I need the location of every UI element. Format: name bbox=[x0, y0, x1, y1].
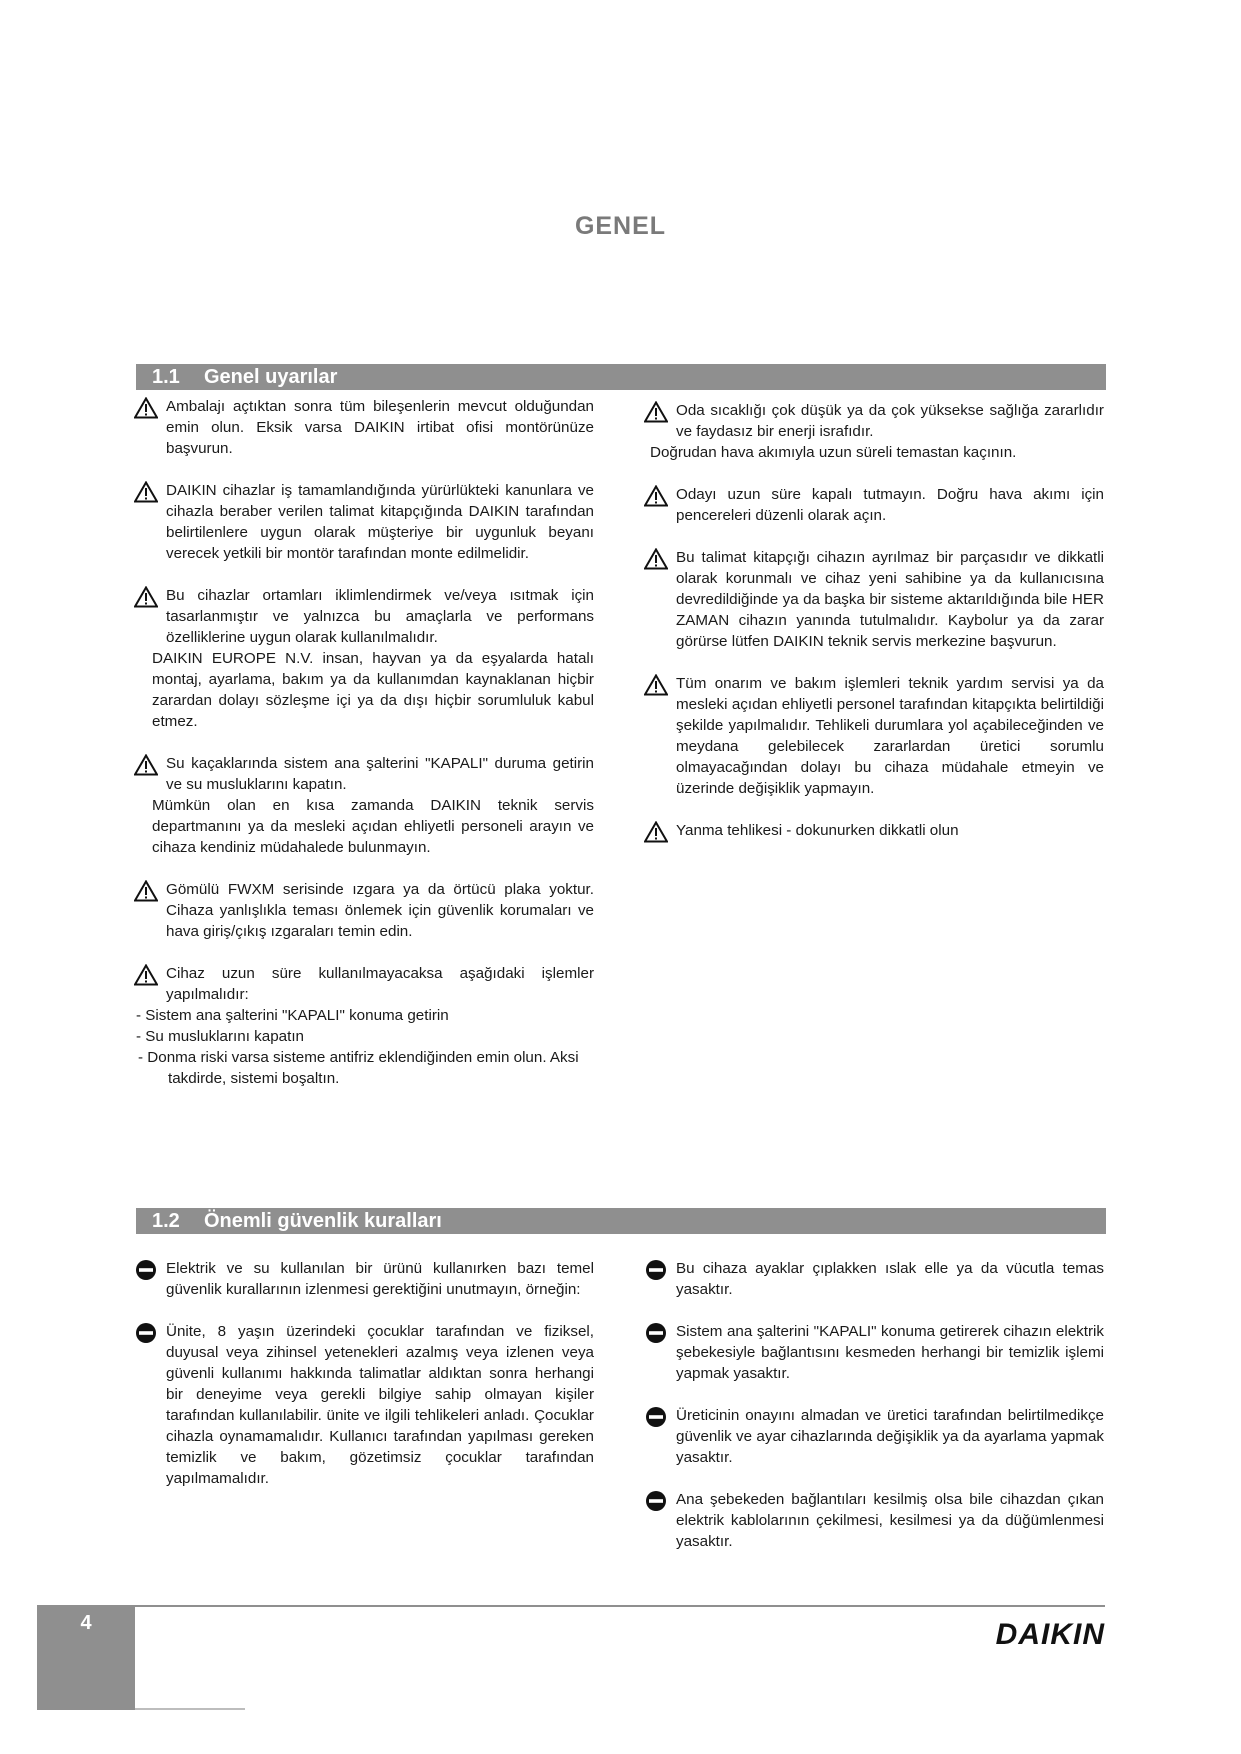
warning-triangle-icon bbox=[644, 821, 668, 843]
warning-text: Cihaz uzun süre kullanılmayacaksa aşağıdaki işlemler yapılmalıdır: bbox=[166, 965, 594, 1003]
section-title: Önemli güvenlik kuralları bbox=[204, 1210, 442, 1232]
warning-text: Yanma tehlikesi - dokunurken dikkatli olun bbox=[676, 822, 959, 839]
warning-item bbox=[134, 753, 594, 858]
prohibition-text: Bu cihaza ayaklar çıplakken ıslak elle ya da vücutla temas yasaktır. bbox=[676, 1260, 1104, 1298]
warning-triangle-icon bbox=[134, 481, 158, 503]
bullet-item: - Sistem ana şalterini "KAPALI" konuma getirin bbox=[136, 1007, 449, 1024]
section-header-general-warnings bbox=[136, 364, 1106, 390]
section-number: 1.1 bbox=[152, 366, 180, 388]
safety-right-column bbox=[644, 1258, 1104, 1573]
warning-triangle-icon bbox=[644, 674, 668, 696]
no-entry-icon bbox=[644, 1259, 668, 1281]
warning-item bbox=[644, 547, 1104, 652]
warning-item bbox=[134, 396, 594, 459]
prohibition-text: Elektrik ve su kullanılan bir ürünü kullanırken bazı temel güvenlik kurallarının izlenmesi gerektiğini unutmayın, örneğin: bbox=[166, 1260, 594, 1298]
prohibition-item bbox=[134, 1321, 594, 1489]
warning-triangle-icon bbox=[644, 485, 668, 507]
section-number: 1.2 bbox=[152, 1210, 180, 1232]
prohibition-item bbox=[644, 1258, 1104, 1300]
section-title: Genel uyarılar bbox=[204, 366, 338, 388]
warning-text: Bu cihazlar ortamları iklimlendirmek ve/veya ısıtmak için tasarlanmıştır ve yalnızca bu amaçlarla ve performans özelliklerine uygun olarak kullanılmalıdır. bbox=[166, 587, 594, 646]
warning-text: Su kaçaklarında sistem ana şalterini "KAPALI" duruma getirin ve su musluklarını kapatın. bbox=[166, 755, 594, 793]
prohibition-text: Ana şebekeden bağlantıları kesilmiş olsa bile cihazdan çıkan elektrik kablolarının çekilmesi, kesilmesi ya da düğümlenmesi yasaktır. bbox=[676, 1491, 1104, 1550]
footer-divider bbox=[37, 1605, 1105, 1607]
warning-item bbox=[134, 585, 594, 732]
warning-item bbox=[134, 480, 594, 564]
prohibition-item bbox=[134, 1258, 594, 1300]
warning-triangle-icon bbox=[134, 880, 158, 902]
warning-triangle-icon bbox=[134, 754, 158, 776]
section-header-safety-rules bbox=[136, 1208, 1106, 1234]
warnings-left-column bbox=[134, 396, 594, 1110]
warning-text: DAIKIN cihazlar iş tamamlandığında yürürlükteki kanunlara ve cihazla beraber verilen talimat kitapçığında DAIKIN tarafından belirtilenlere uygun olarak müşteriye bir uygunluk beyanı verecek yetkili bir montör tarafından monte edilmelidir. bbox=[166, 482, 594, 562]
no-entry-icon bbox=[134, 1322, 158, 1344]
warning-item bbox=[134, 879, 594, 942]
warning-subtext: Mümkün olan en kısa zamanda DAIKIN teknik servis departmanını ya da mesleki açıdan ehliyetli personeli arayın ve cihaza kendiniz müdahalede bulunmayın. bbox=[152, 797, 594, 856]
warning-text: Bu talimat kitapçığı cihazın ayrılmaz bir parçasıdır ve dikkatli olarak korunmalı ve cihaz yeni sahibine ya da kullanıcısına devredildiğinde ya da başka bir sisteme aktarıldığında bile HER ZAMAN cihazın yanında tutulmalıdır. Kaybolur ya da zarar görürse lütfen DAIKIN teknik servis merkezine başvurun. bbox=[676, 549, 1104, 650]
no-entry-icon bbox=[644, 1490, 668, 1512]
warning-item bbox=[644, 400, 1104, 463]
no-entry-icon bbox=[644, 1322, 668, 1344]
warning-item bbox=[134, 963, 594, 1089]
prohibition-text: Üreticinin onayını almadan ve üretici tarafından belirtilmedikçe güvenlik ve ayar cihazlarında değişiklik ya da ayarlama yapmak yasaktır. bbox=[676, 1407, 1104, 1466]
warning-triangle-icon bbox=[134, 964, 158, 986]
no-entry-icon bbox=[644, 1406, 668, 1428]
warning-item bbox=[644, 673, 1104, 799]
warning-item bbox=[644, 484, 1104, 526]
warning-triangle-icon bbox=[134, 586, 158, 608]
warning-text: Ambalajı açtıktan sonra tüm bileşenlerin mevcut olduğundan emin olun. Eksik varsa DAIKIN irtibat ofisi montörünüze başvurun. bbox=[166, 398, 594, 457]
safety-left-column bbox=[134, 1258, 594, 1510]
warning-text: Odayı uzun süre kapalı tutmayın. Doğru hava akımı için pencereleri düzenli olarak açın. bbox=[676, 486, 1104, 524]
page-number: 4 bbox=[80, 1612, 92, 1634]
prohibition-item bbox=[644, 1321, 1104, 1384]
bullet-item: - Donma riski varsa sisteme antifriz eklendiğinden emin olun. Aksi takdirde, sistemi boşaltın. bbox=[138, 1049, 579, 1087]
prohibition-text: Sistem ana şalterini "KAPALI" konuma getirerek cihazın elektrik şebekesiyle bağlantısını kesmeden herhangi bir temizlik işlemi yapmak yasaktır. bbox=[676, 1323, 1104, 1382]
footer-divider-bottom bbox=[135, 1708, 245, 1710]
prohibition-item bbox=[644, 1405, 1104, 1468]
warning-item bbox=[644, 820, 1104, 841]
bullet-item: - Su musluklarını kapatın bbox=[136, 1028, 304, 1045]
warning-triangle-icon bbox=[134, 397, 158, 419]
warning-text: Tüm onarım ve bakım işlemleri teknik yardım servisi ya da mesleki açıdan ehliyetli personel tarafından kitapçıkta belirtildiği şekilde yapılmalıdır. Tehlikeli durumlara yol açabileceğinden ve meydana gelebilecek zararlardan üretici sorumlu olmayacağından dolayı bu cihaza müdahale etmeyin ve üzerinde değişiklik yapmayın. bbox=[676, 675, 1104, 797]
warning-subtext: Doğrudan hava akımıyla uzun süreli temastan kaçının. bbox=[650, 444, 1017, 461]
warnings-right-column bbox=[644, 400, 1104, 862]
prohibition-text: Ünite, 8 yaşın üzerindeki çocuklar tarafından ve fiziksel, duyusal veya zihinsel yetenekleri azalmış veya izlenen veya güvenli kullanımı hakkında talimatlar aldıktan sonra herhangi bir deneyime veya gerekli bilgiye sahip olmayan kişiler tarafından kullanılabilir. ünite ve ilgili tehlikeleri anladı. Çocuklar cihazla oynamamalıdır. Kullanıcı tarafından yapılması gereken temizlik ve bakım, gözetimsiz çocuklar tarafından yapılmamalıdır. bbox=[166, 1323, 594, 1487]
prohibition-item bbox=[644, 1489, 1104, 1552]
warning-text: Oda sıcaklığı çok düşük ya da çok yüksekse sağlığa zararlıdır ve faydasız bir enerji israfıdır. bbox=[676, 402, 1104, 440]
warning-triangle-icon bbox=[644, 401, 668, 423]
daikin-logo: DAIKIN bbox=[995, 1618, 1105, 1651]
warning-triangle-icon bbox=[644, 548, 668, 570]
warning-text: Gömülü FWXM serisinde ızgara ya da örtücü plaka yoktur. Cihaza yanlışlıkla teması önlemek için güvenlik korumaları ve hava giriş/çıkış ızgaraları temin edin. bbox=[166, 881, 594, 940]
no-entry-icon bbox=[134, 1259, 158, 1281]
page-title: GENEL bbox=[574, 212, 667, 240]
warning-subtext: DAIKIN EUROPE N.V. insan, hayvan ya da eşyalarda hatalı montaj, ayarlama, bakım ya da kullanımdan kaynaklanan hiçbir zarardan dolayı sözleşme içi ya da dışı hiçbir sorumluluk kabul etmez. bbox=[152, 650, 594, 730]
